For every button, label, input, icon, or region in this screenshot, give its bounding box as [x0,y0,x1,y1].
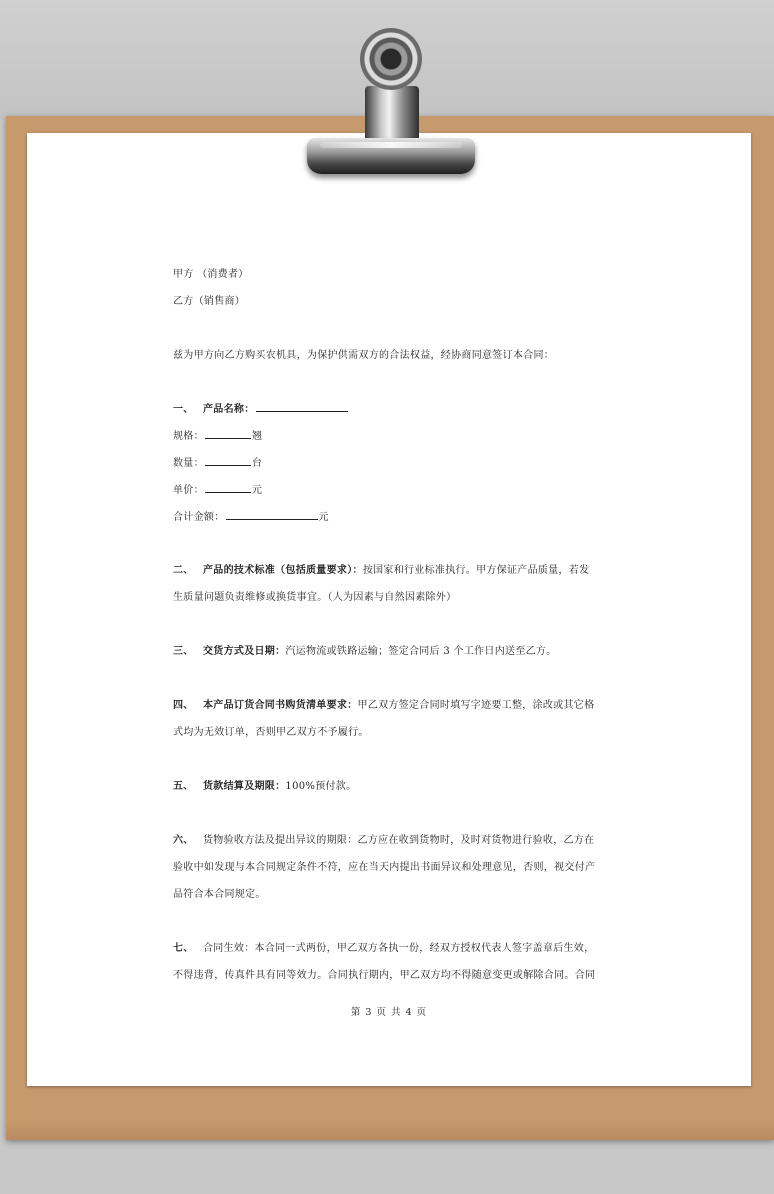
section-4-line-1 [173,696,594,711]
section-6-line-2: 验收中如发现与本合同规定条件不符，应在当天内提出书面异议和处理意见，否则，视交付产 [173,862,596,873]
section-title: 产品的技术标准（包括质量要求）： [203,565,363,576]
price-blank [205,483,251,493]
section-number: 四、 [173,700,194,711]
total-unit: 元 [318,512,329,523]
section-3-line-1 [173,642,557,657]
product-name-blank [256,402,348,412]
spec-unit: 翘 [251,431,263,442]
binder-clip-ring [360,28,422,90]
section-2-line-2: 生质量问题负责维修或换货事宜。（人为因素与自然因素除外） [173,592,457,603]
section-2-line-1 [173,561,589,576]
spec-blank [205,429,251,439]
section-number: 二、 [173,565,194,576]
section-text: 甲乙双方签定合同时填写字迹要工整，涂改或其它格 [357,700,595,711]
section-6-line-1 [173,831,594,846]
party-b-label: 乙方（销售商） [173,296,246,307]
quantity-label: 数量： [173,458,204,469]
party-a-label: 甲方 （消费者） [173,269,249,280]
document-page [27,133,751,1086]
section-text: 100%预付款。 [285,781,357,792]
total-label: 合计金额： [173,512,225,523]
total-row [173,508,329,523]
page-number: 第 3 页 共 4 页 [350,1007,428,1018]
quantity-unit: 台 [251,458,263,469]
section-number: 一、 [173,404,194,415]
price-unit: 元 [251,485,263,496]
spec-label: 规格： [173,431,204,442]
section-number: 六、 [173,835,194,846]
section-5-line-1 [173,777,356,792]
binder-clip-neck [365,86,419,142]
section-7-line-1 [173,939,594,954]
quantity-row [173,454,262,469]
total-blank [226,510,318,520]
section-6-line-3: 品符合本合同规定。 [173,889,266,900]
section-title: 产品名称： [203,404,255,415]
section-text: 汽运物流或铁路运输；签定合同后 3 个工作日内送至乙方。 [285,646,557,657]
section-text: 货物验收方法及提出异议的期限：乙方应在收到货物时，及时对货物进行验收，乙方在 [203,835,595,846]
section-title: 本产品订货合同书购货清单要求： [203,700,358,711]
spec-row [173,427,262,442]
section-text: 按国家和行业标准执行。甲方保证产品质量，若发 [362,565,590,576]
clipboard-edge [6,1120,774,1140]
preamble-text: 兹为甲方向乙方购买农机具，为保护供需双方的合法权益，经协商同意签订本合同： [173,350,555,361]
section-4-line-2: 式均为无效订单，否则甲乙双方不予履行。 [173,727,369,738]
section-text: 合同生效：本合同一式两份，甲乙双方各执一份，经双方授权代表人签字盖章后生效， [203,943,595,954]
section-number: 五、 [173,781,194,792]
section-number: 三、 [173,646,194,657]
section-7-line-2: 不得违背，传真件具有同等效力。合同执行期内，甲乙双方均不得随意变更或解除合同。合同 [173,970,596,981]
binder-clip-highlight [320,142,462,148]
section-1-heading [173,400,349,415]
section-number: 七、 [173,943,194,954]
section-title: 交货方式及日期： [203,646,286,657]
price-label: 单价： [173,485,204,496]
section-title: 货款结算及期限： [203,781,286,792]
quantity-blank [205,456,251,466]
price-row [173,481,262,496]
